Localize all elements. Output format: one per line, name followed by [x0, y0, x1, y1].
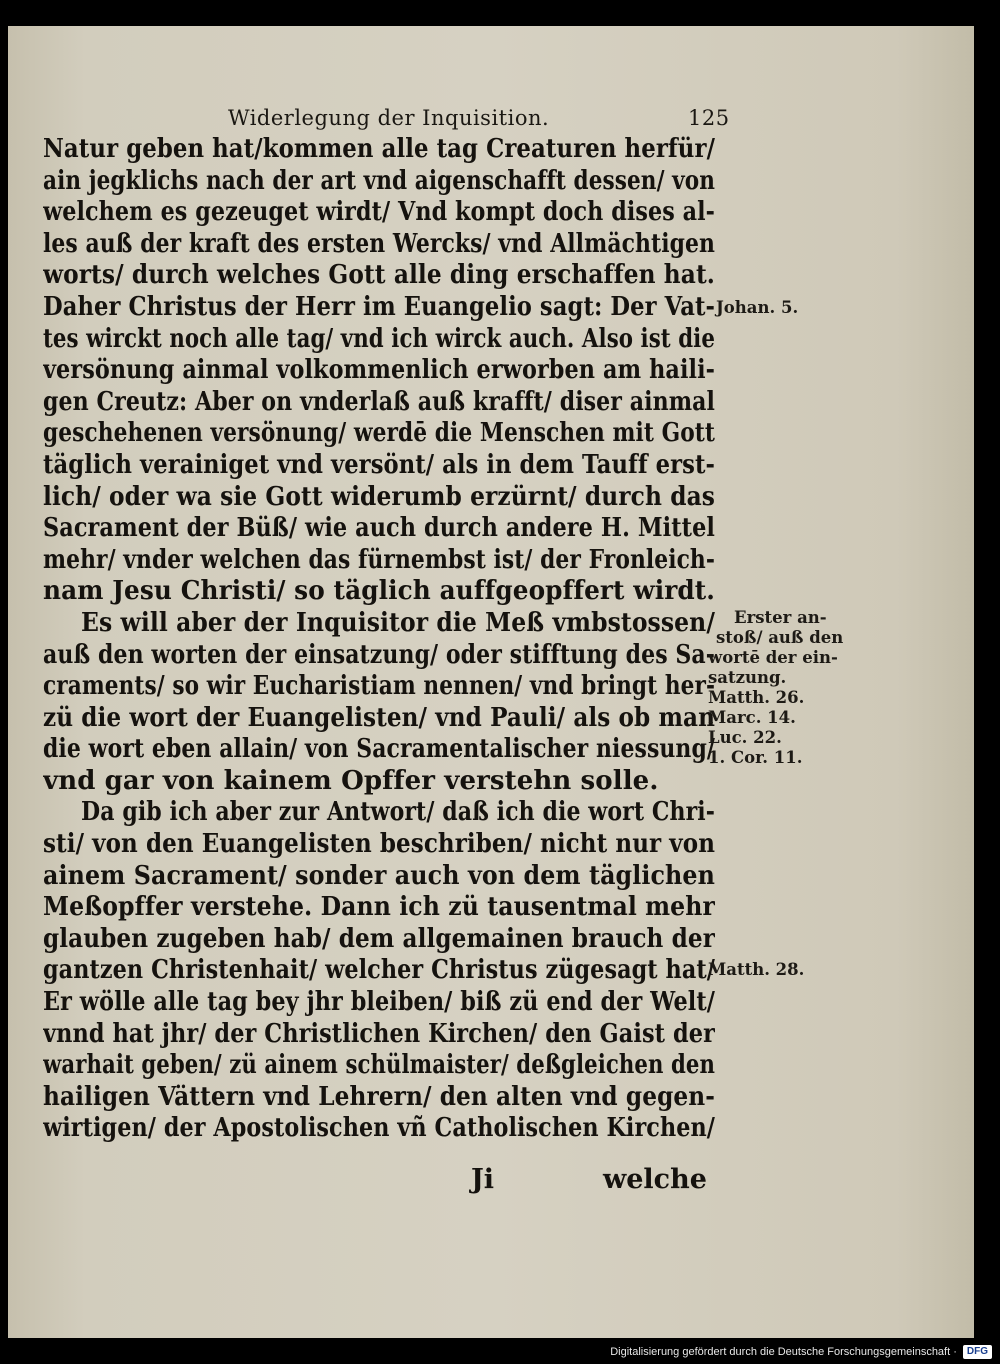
text-line: Sacrament der Büß/ wie auch durch andere H. Mittel: [43, 513, 715, 544]
text-line: craments/ so wir Eucharistiam nennen/ vnd bringt her-: [43, 671, 715, 702]
signature-mark: Ji: [471, 1164, 495, 1195]
text-line: geschehenen versönung/ werdē die Menschen mit Gott: [43, 418, 715, 449]
text-line: vnnd hat jhr/ der Christlichen Kirchen/ den Gaist der: [43, 1018, 715, 1049]
text-line: sti/ von den Euangelisten beschriben/ nicht nur von: [43, 829, 715, 860]
text-line: ainem Sacrament/ sonder auch von dem täglichen: [43, 860, 715, 891]
text-line: lich/ oder wa sie Gott widerumb erzürnt/ durch das: [43, 481, 715, 512]
margin-note-matth-28: Matth. 28.: [708, 960, 805, 979]
text-line: les auß der kraft des ersten Wercks/ vnd Allmächtigen: [43, 228, 715, 259]
margin-note-line: wortē der ein-: [708, 648, 838, 667]
margin-note-line: Marc. 14.: [708, 708, 796, 727]
text-line: Meßopffer verstehe. Dann ich zü tausentmal mehr: [43, 892, 715, 923]
margin-note-line: stoß/ auß den: [716, 628, 844, 647]
text-line: Er wölle alle tag bey jhr bleiben/ biß zü end der Welt/: [43, 987, 715, 1018]
margin-note-line: 1. Cor. 11.: [708, 748, 803, 767]
margin-note-johan: Johan. 5.: [716, 298, 799, 317]
text-line: mehr/ vnder welchen das fürnembst ist/ der Fronleich-: [43, 544, 715, 575]
dfg-logo-icon: DFG: [963, 1345, 992, 1359]
text-line: vnd gar von kainem Opffer verstehn solle.: [43, 765, 659, 796]
text-line: wirtigen/ der Apostolischen vñ Catholischen Kirchen/: [43, 1113, 715, 1144]
text-line: gen Creutz: Aber on vnderlaß auß krafft/ diser ainmal: [43, 386, 715, 417]
digitization-footer: [610, 1343, 992, 1361]
text-line: auß den worten der einsatzung/ oder stifftung des Sa-: [43, 639, 715, 670]
margin-note-line: Matth. 26.: [708, 688, 805, 707]
margin-note-erster-anstoss: [708, 608, 843, 768]
text-line: Es will aber der Inquisitor die Meß vmbstossen/: [81, 607, 715, 638]
text-line: versönung ainmal volkommenlich erworben am haili-: [43, 355, 715, 386]
catchword: welche: [603, 1164, 707, 1195]
footer-text: Digitalisierung gefördert durch die Deutsche Forschungsgemeinschaft ·: [610, 1346, 957, 1358]
page-number: 125: [688, 106, 730, 130]
text-line: glauben zugeben hab/ dem allgemainen brauch der: [43, 923, 715, 954]
text-line: Natur geben hat/kommen alle tag Creaturen herfür/: [43, 134, 715, 164]
text-line: die wort eben allain/ von Sacramentalischer niessung/: [43, 734, 715, 765]
margin-note-line: Luc. 22.: [708, 728, 782, 747]
text-line: ain jegklichs nach der art vnd aigenschafft dessen/ von: [43, 165, 715, 196]
text-line: Da gib ich aber zur Antwort/ daß ich die wort Chri-: [81, 797, 715, 828]
text-line: gantzen Christenhait/ welcher Christus zügesagt hat/: [43, 955, 715, 986]
text-line: worts/ durch welches Gott alle ding erschaffen hat.: [43, 260, 715, 291]
running-head-title: Widerlegung der Inquisition.: [228, 106, 550, 130]
text-line: nam Jesu Christi/ so täglich auffgeopffert wirdt.: [43, 576, 715, 607]
body-text: [43, 134, 715, 1145]
margin-note-line: satzung.: [708, 668, 787, 687]
text-line: warhait geben/ zü ainem schülmaister/ deßgleichen den: [43, 1050, 715, 1081]
book-page: [8, 26, 974, 1338]
text-line: tes wirckt noch alle tag/ vnd ich wirck auch. Also ist die: [43, 323, 715, 354]
text-line: zü die wort der Euangelisten/ vnd Pauli/ als ob man: [43, 702, 715, 733]
text-line: Daher Christus der Herr im Euangelio sagt: Der Vat-: [43, 291, 715, 322]
text-line: hailigen Vättern vnd Lehrern/ den alten vnd gegen-: [43, 1081, 715, 1112]
text-line: täglich verainiget vnd versönt/ als in dem Tauff erst-: [43, 449, 715, 480]
text-line: welchem es gezeuget wirdt/ Vnd kompt doch dises al-: [43, 197, 715, 228]
margin-note-line: Erster an-: [734, 608, 827, 627]
